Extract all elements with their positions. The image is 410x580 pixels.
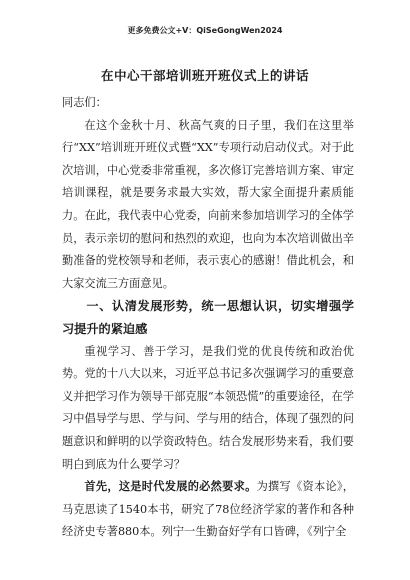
header-note: 更多免费公文+V：QiSeGongWen2024 bbox=[127, 26, 283, 35]
paragraph-lead: 首先，这是时代发展的必然要求。 bbox=[84, 480, 257, 494]
document-body bbox=[62, 92, 354, 544]
section-heading-1: 一、认清发展形势，统一思想认识，切实增强学习提升的紧迫感 bbox=[62, 299, 354, 336]
paragraph-intro: 在这个金秋十月、秋高气爽的日子里，我们在这里举行“XX”培训班开班仪式暨“XX”专项行动启动仪式。对于此次培训，中心党委非常重视，多次修订完善培训方案、审定培训课程，就是要务求最大实效，帮大家全面提升素质能力。在此，我代表中心党委，向前来参加培训学习的全体学员，表示亲切的慰问和热烈的欢迎，也向为本次培训做出辛勤准备的党校领导和老师，表示衷心的感谢！借此机会，和大家交流三方面意见。 bbox=[62, 118, 354, 290]
document-title: 在中心干部培训班开班仪式上的讲话 bbox=[100, 68, 309, 83]
paragraph-rest: 为撰写《资本论》，马克思读了1540本书，研究了78位经济学家的著作和各种经济史专著880本。列宁一生勤奋好学有口皆碑，《列宁全 bbox=[62, 480, 354, 539]
paragraph-learning: 重视学习、善于学习，是我们党的优良传统和政治优势。党的十八大以来，习近平总书记多次强调学习的重要意义并把学习作为领导干部克服“本领恐慌”的重要途径，在学习中倡导学与思、学与问、学与用的结合，体现了强烈的问题意识和鲜明的以学资政特色。结合发展形势来看，我们要明白到底为什么要学习？ bbox=[62, 344, 354, 471]
paragraph-first-point bbox=[62, 476, 354, 544]
salutation: 同志们： bbox=[62, 96, 107, 109]
